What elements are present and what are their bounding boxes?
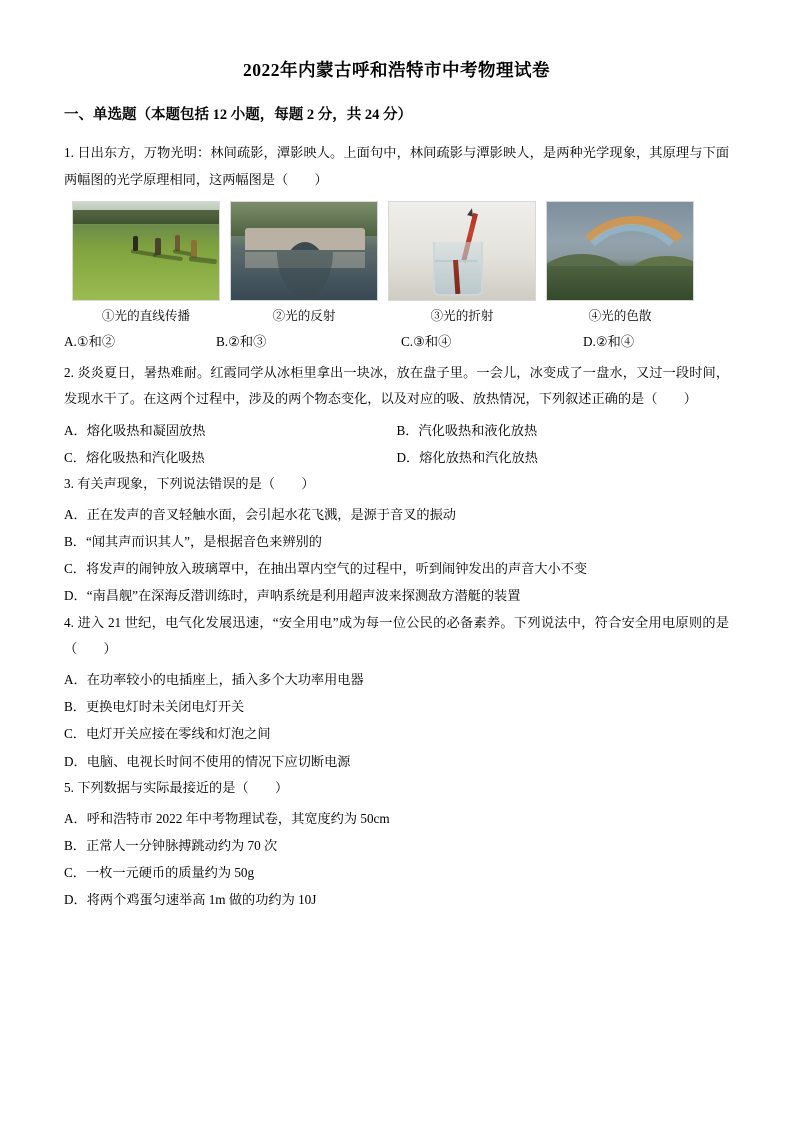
question-5-stem [64,775,729,801]
option-c: C．电灯开关应接在零线和灯泡之间 [64,726,271,742]
figure-2-image [230,201,378,301]
option-d: D．将两个鸡蛋匀速举高 1m 做的功约为 10J [64,892,317,908]
figure-4-image [546,201,694,301]
option-a: A．在功率较小的电插座上，插入多个大功率用电器 [64,672,364,688]
figure-3-image [388,201,536,301]
option-b: B．“闻其声而识其人”，是根据音色来辨别的 [64,534,322,550]
option-d: D.②和④ [583,334,635,350]
question-2-options-row-1 [64,417,729,444]
question-3-text: 有关声现象，下列说法错误的是（ ） [77,475,315,491]
figure-light-straight-propagation [72,201,220,326]
question-4-stem [64,610,729,663]
figure-2-caption: ②光的反射 [272,309,336,324]
question-2-number: 2. [64,364,74,380]
question-5-text: 下列数据与实际最接近的是（ ） [77,779,289,795]
question-4-number: 4. [64,614,74,630]
option-a: A．熔化吸热和凝固放热 [64,422,206,438]
question-1-text: 日出东方，万物光明：林间疏影，潭影映人。上面句中，林间疏影与潭影映人，是两种光学现象，其原理与下面两幅图的光学原理相同，这两幅图是（ ） [64,145,730,187]
figure-light-dispersion [546,201,694,326]
option-c: C.③和④ [401,334,452,350]
question-2-options-row-2 [64,444,729,471]
option-a: A．呼和浩特市 2022 年中考物理试卷，其宽度约为 50cm [64,810,390,826]
question-1-stem [64,140,729,193]
question-1-figure-strip [72,201,729,326]
figure-1-image [72,201,220,301]
figure-light-reflection [230,201,378,326]
foreground-hills [547,266,693,300]
question-2-stem [64,360,729,413]
question-3-number: 3. [64,475,74,491]
question-1-number: 1. [64,145,74,161]
option-b: B．正常人一分钟脉搏跳动约为 70 次 [64,838,278,854]
figure-3-caption: ③光的折射 [430,309,494,324]
figure-light-refraction [388,201,536,326]
question-1 [64,140,729,356]
page-title: 2022年内蒙古呼和浩特市中考物理试卷 [243,60,550,80]
option-d: D．“南昌舰”在深海反潜训练时，声呐系统是利用超声波来探测敌方潜艇的装置 [64,588,521,604]
option-a: A．正在发声的音叉轻触水面，会引起水花飞溅，是源于音叉的振动 [64,507,456,523]
option-d: D．熔化放热和汽化放热 [396,449,538,465]
person-shadow [189,256,217,264]
option-a: A.①和② [64,334,116,350]
question-2 [64,360,729,471]
option-c: C．将发声的闹钟放入玻璃罩中，在抽出罩内空气的过程中，听到闹钟发出的声音大小不变 [64,561,588,577]
figure-4-caption: ④光的色散 [588,309,652,324]
question-5-number: 5. [64,779,74,795]
question-5 [64,775,729,914]
option-b: B．汽化吸热和液化放热 [396,422,538,438]
option-b: B.②和③ [216,334,267,350]
question-4 [64,610,729,775]
question-1-options [64,328,729,356]
question-3-stem [64,471,729,497]
figure-1-caption: ①光的直线传播 [101,309,191,324]
option-b: B．更换电灯时未关闭电灯开关 [64,699,245,715]
section-heading: 一、单选题（本题包括 12 小题，每题 2 分，共 24 分） [64,106,412,123]
option-d: D．电脑、电视长时间不使用的情况下应切断电源 [64,753,351,769]
question-4-text: 进入 21 世纪，电气化发展迅速，“安全用电”成为每一位公民的必备素养。下列说法中，符合安全用电原则的是（ ） [64,614,730,656]
question-3 [64,471,729,610]
tree-line [73,210,219,224]
option-c: C．熔化吸热和汽化吸热 [64,449,205,465]
question-2-text: 炎炎夏日，暑热难耐。红霞同学从冰柜里拿出一块冰，放在盘子里。一会儿，冰变成了一盘水，又过一段时间，发现水干了。在这两个过程中，涉及的两个物态变化，以及对应的吸、放热情况，下列叙述正确的是（ ） [64,364,730,407]
option-c: C．一枚一元硬币的质量约为 50g [64,865,255,881]
person-shadow [153,253,183,261]
